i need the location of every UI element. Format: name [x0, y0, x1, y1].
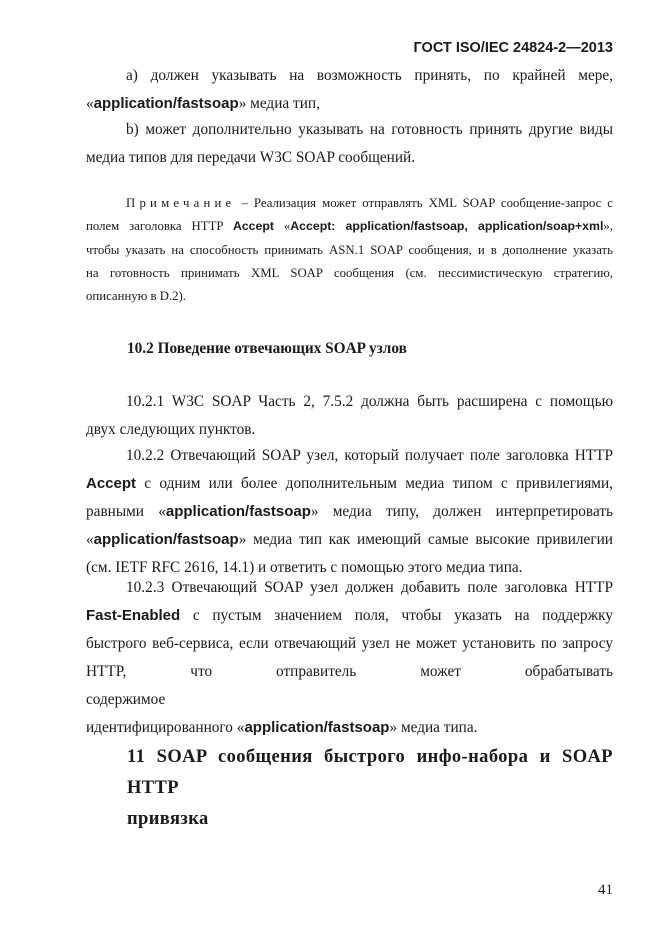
page-number: 41	[598, 882, 613, 898]
list-item-a-line2: «application/fastsoap» медиа тип,	[86, 95, 320, 112]
media-type-term: application/fastsoap	[93, 95, 239, 112]
accept-term: Accept	[232, 219, 274, 234]
accept-term: Accept	[86, 475, 137, 492]
media-type-term: application/fastsoap	[93, 531, 239, 548]
paragraph-10-2-3: 10.2.3 Отвечающий SOAP узел должен добавить поле заголовка HTTP Fast-Enabled с пустым значением поля, чтобы указать на поддержку быстрого веб-сервиса, если отвечающий узел не может установить по запросу HTTP, что отправитель может обрабатывать содержимое идентифицированного «application/fastsoap» медиа типа.	[86, 579, 613, 736]
list-item-a	[86, 62, 613, 118]
paragraph-10-2-2: 10.2.2 Отвечающий SOAP узел, который получает поле заголовка HTTP Accept с одним или более дополнительным медиа типом с привилегиями, равными «application/fastsoap» медиа типу, должен интерпретировать «application/fastsoap» медиа тип как имеющий самые высокие привилегии (см. IETF RFC 2616, 14.1) и ответить с помощью этого медиа типа.	[86, 447, 613, 576]
media-type-term: application/fastsoap	[244, 719, 390, 736]
section-heading-10-2: 10.2 Поведение отвечающих SOAP узлов	[127, 340, 407, 357]
fast-enabled-term: Fast-Enabled	[86, 607, 181, 624]
media-type-term: application/fastsoap	[165, 503, 311, 520]
list-item-a-line1: a) должен указывать на возможность принять, по крайней мере,	[126, 67, 613, 84]
section-heading-11: 11 SOAP сообщения быстрого инфо-набора и SOAP HTTP привязка	[127, 747, 613, 829]
list-item-b-line2: медиа типов для передачи W3C SOAP сообщений.	[86, 149, 416, 166]
note-block: Примечание – Реализация может отправлять XML SOAP сообщение-запрос с полем заголовка HTTP Accept «Accept: application/fastsoap, application/soap+xml», чтобы указать на способность принимать ASN.1 SOAP сообщения, и в дополнение указать на готовность принимать XML SOAP сообщения (см. пессимистическую стратегию, описанную в D.2).	[86, 196, 613, 304]
note-label: Примечание	[126, 196, 236, 210]
list-item-b-line1: b) может дополнительно указывать на готовность принять другие виды	[126, 121, 613, 138]
list-item-b	[86, 116, 613, 172]
document-header: ГОСТ ISO/IEC 24824-2—2013	[413, 40, 613, 56]
accept-header-value: Accept: application/fastsoap, application/soap+xml	[290, 219, 604, 234]
paragraph-10-2-1: 10.2.1 W3C SOAP Часть 2, 7.5.2 должна быть расширена с помощью двух следующих пунктов.	[86, 393, 613, 438]
